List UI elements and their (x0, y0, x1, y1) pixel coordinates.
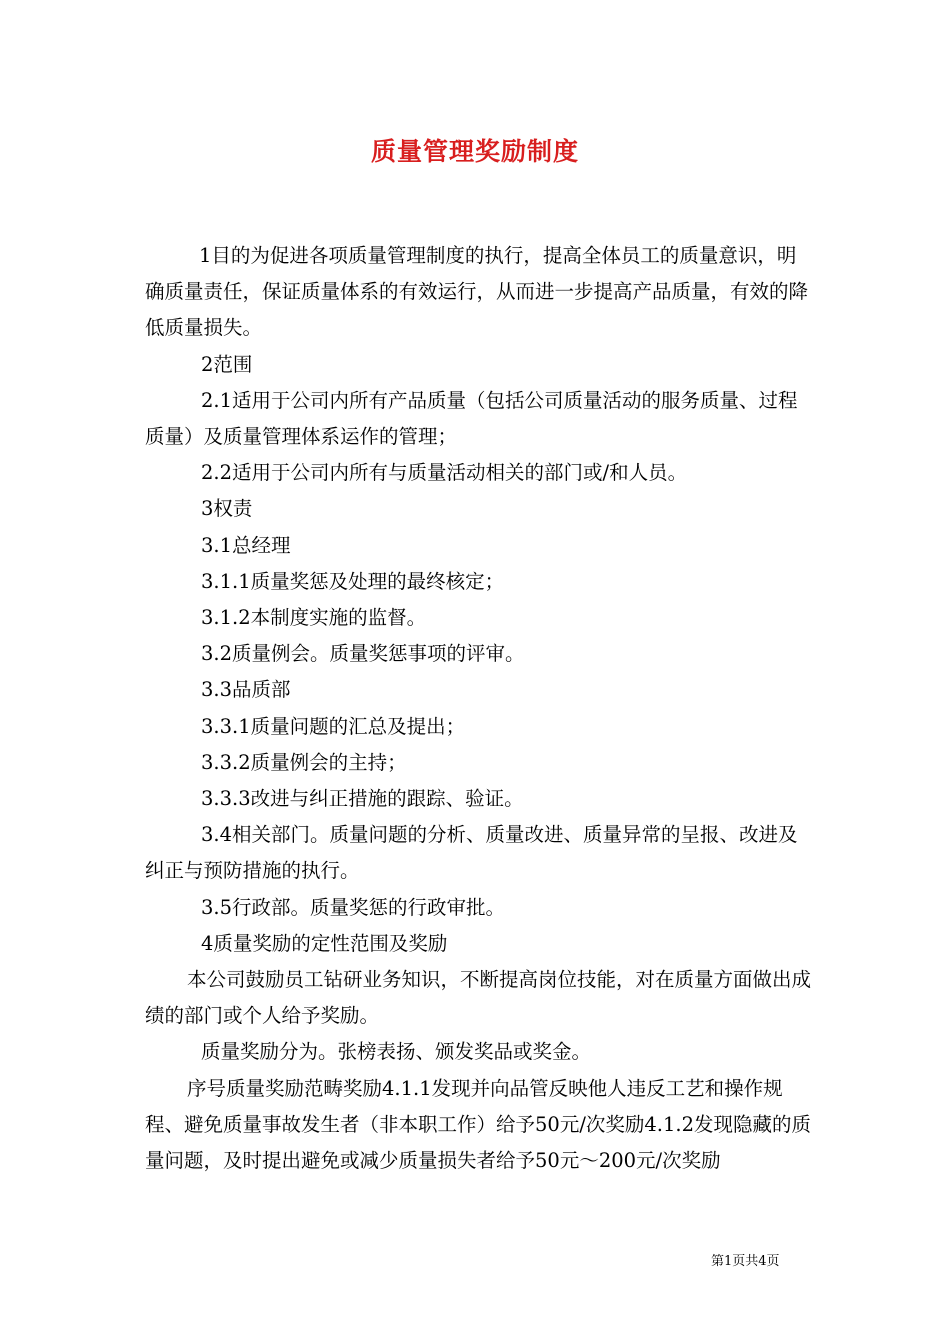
paragraph-scope-heading: 2范围 (201, 352, 253, 376)
paragraph-scope-2-2: 2.2适用于公司内所有与质量活动相关的部门或/和人员。 (201, 461, 688, 485)
document-body (145, 238, 815, 1179)
paragraph-3-3: 3.3品质部 (201, 678, 291, 702)
page-number: 第1页共4页 (711, 1254, 780, 1269)
paragraph-3-5: 3.5行政部。质量奖惩的行政审批。 (201, 895, 506, 919)
paragraph-scope-2-1: 2.1适用于公司内所有产品质量（包括公司质量活动的服务质量、过程质量）及质量管理体系运作的管理； (145, 388, 798, 449)
paragraph-3-4: 3.4相关部门。质量问题的分析、质量改进、质量异常的呈报、改进及纠正与预防措施的执行。 (145, 823, 798, 883)
paragraph-reward-heading: 4质量奖励的定性范围及奖励 (201, 931, 448, 955)
paragraph-reward-types: 质量奖励分为。张榜表扬、颁发奖品或奖金。 (201, 1040, 592, 1064)
paragraph-purpose: 1目的为促进各项质量管理制度的执行，提高全体员工的质量意识，明确质量责任，保证质量体系的有效运行，从而进一步提高产品质量，有效的降低质量损失。 (145, 244, 809, 340)
paragraph-3-1: 3.1总经理 (201, 533, 291, 557)
paragraph-responsibility-heading: 3权责 (201, 497, 253, 521)
document-title: 质量管理奖励制度 (370, 137, 579, 166)
paragraph-3-1-1: 3.1.1质量奖惩及处理的最终核定； (201, 569, 505, 593)
paragraph-3-2: 3.2质量例会。质量奖惩事项的评审。 (201, 642, 525, 666)
paragraph-reward-table-text: 序号质量奖励范畴奖励4.1.1发现并向品管反映他人违反工艺和操作规程、避免质量事故发生者（非本职工作）给予50元/次奖励4.1.2发现隐藏的质量问题，及时提出避免或减少质量损失者给予50元～200元/次奖励 (145, 1076, 811, 1173)
paragraph-3-1-2: 3.1.2本制度实施的监督。 (201, 606, 427, 630)
paragraph-3-3-2: 3.3.2质量例会的主持； (201, 750, 407, 774)
paragraph-3-3-1: 3.3.1质量问题的汇总及提出； (201, 714, 466, 738)
paragraph-3-3-3: 3.3.3改进与纠正措施的跟踪、验证。 (201, 787, 524, 811)
paragraph-encouragement: 本公司鼓励员工钻研业务知识，不断提高岗位技能，对在质量方面做出成绩的部门或个人给予奖励。 (145, 968, 812, 1028)
